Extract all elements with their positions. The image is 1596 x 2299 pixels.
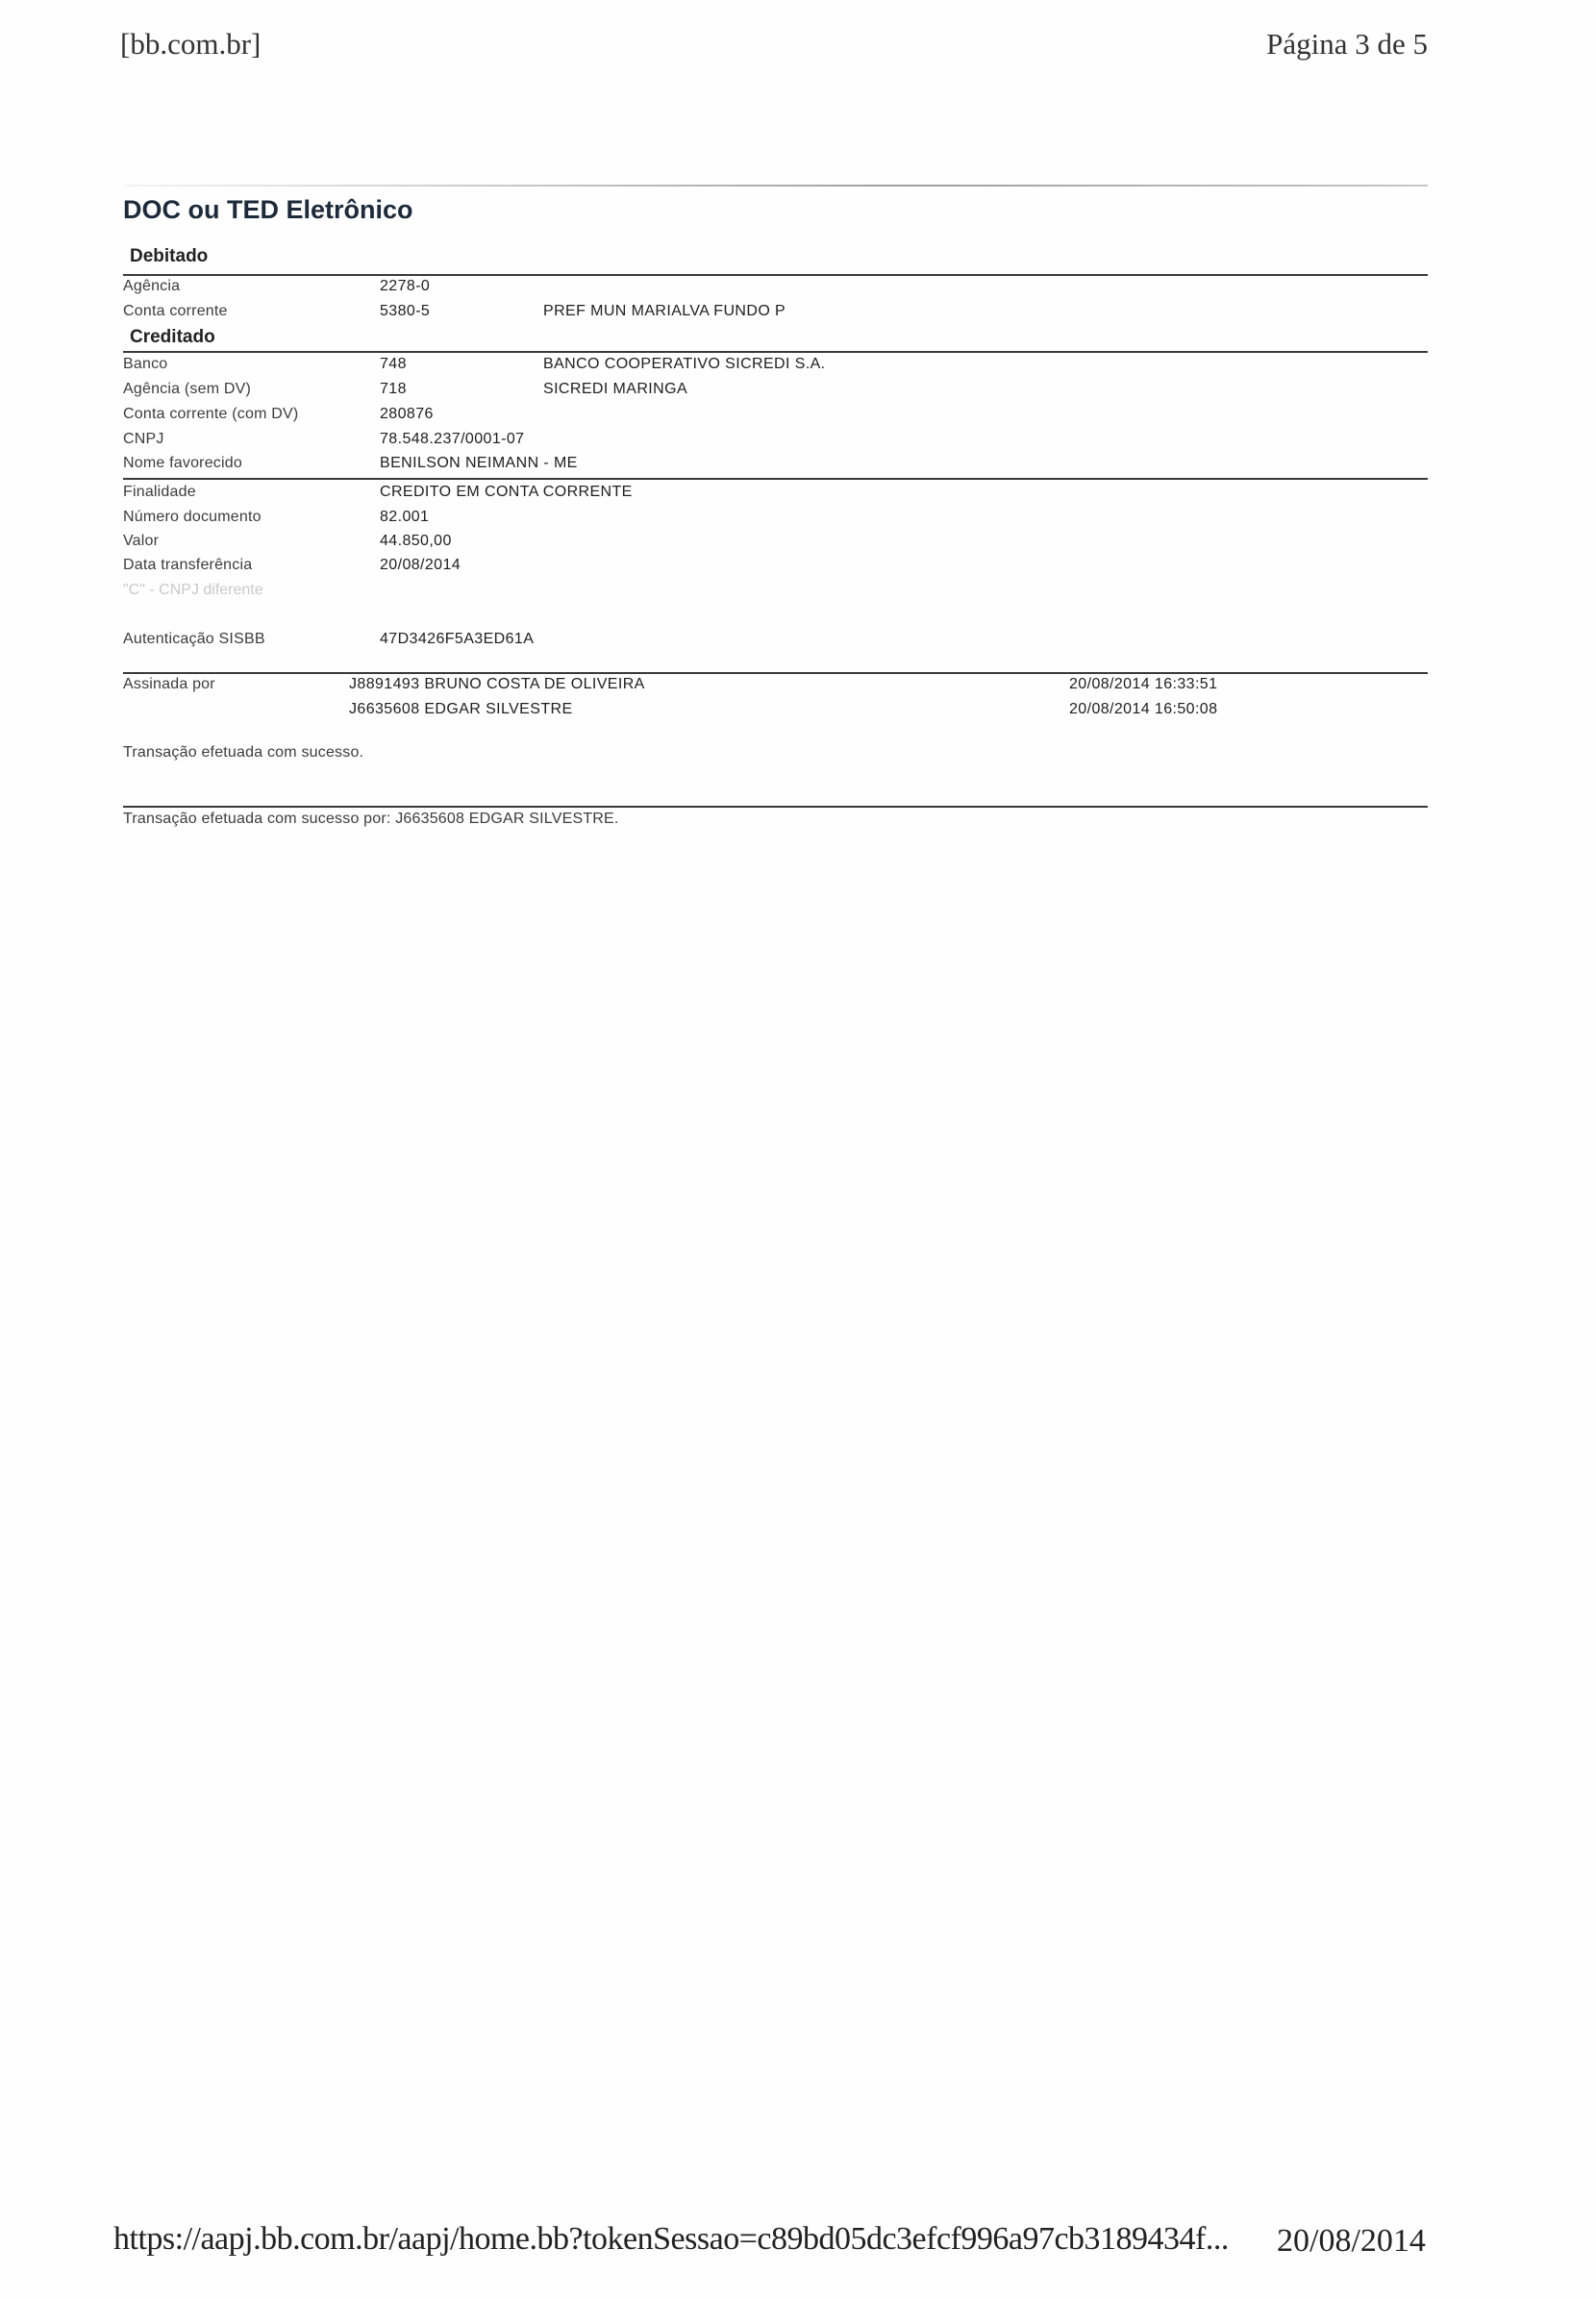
field-label: Banco [123,356,168,372]
field-value: 718 [380,381,407,397]
title-rule [123,185,1428,187]
site-header: [bb.com.br] [120,27,262,61]
field-label: Número documento [123,509,262,525]
faint-note: "C" - CNPJ diferente [123,582,263,598]
field-label: Agência (sem DV) [123,381,252,397]
divider [123,806,1428,808]
status-final: Transação efetuada com sucesso por: J6635608 EDGAR SILVESTRE. [123,811,619,827]
field-label: Conta corrente [123,303,228,319]
field-value: 44.850,00 [380,533,452,549]
field-label: CNPJ [123,431,164,447]
field-extra: SICREDI MARINGA [543,381,688,397]
signer-time: 20/08/2014 16:50:08 [1069,701,1218,717]
divider [123,351,1428,353]
field-label: Agência [123,278,181,294]
field-value: BENILSON NEIMANN - ME [380,455,578,471]
section-debitado: Debitado [130,246,209,266]
field-extra: PREF MUN MARIALVA FUNDO P [543,303,786,319]
page-number: Página 3 de 5 [1266,27,1428,61]
field-value: 20/08/2014 [380,557,461,573]
field-label: Finalidade [123,484,196,500]
divider [123,478,1428,480]
field-value: 5380-5 [380,303,431,319]
signer-time: 20/08/2014 16:33:51 [1069,676,1218,692]
field-label: Data transferência [123,557,253,573]
field-value: 280876 [380,406,434,422]
field-value: 2278-0 [380,278,431,294]
signer-name: J8891493 BRUNO COSTA DE OLIVEIRA [349,676,645,692]
field-value: 748 [380,356,407,372]
divider [123,274,1428,276]
field-label: Conta corrente (com DV) [123,406,299,422]
field-extra: BANCO COOPERATIVO SICREDI S.A. [543,356,826,372]
field-label: Valor [123,533,160,549]
field-label: Autenticação SISBB [123,631,265,647]
auth-code: 47D3426F5A3ED61A [380,631,535,647]
divider [123,672,1428,674]
page-title: DOC ou TED Eletrônico [123,195,413,224]
field-value: 82.001 [380,509,430,525]
field-label: Assinada por [123,676,215,692]
status-message: Transação efetuada com sucesso. [123,744,364,761]
section-creditado: Creditado [130,327,215,347]
print-date: 20/08/2014 [1277,2223,1426,2259]
page-url: https://aapj.bb.com.br/aapj/home.bb?tokenSessao=c89bd05dc3efcf996a97cb3189434f... [113,2221,1229,2257]
field-value: 78.548.237/0001-07 [380,431,525,447]
signer-name: J6635608 EDGAR SILVESTRE [349,701,573,717]
field-value: CREDITO EM CONTA CORRENTE [380,484,633,500]
field-label: Nome favorecido [123,455,242,471]
